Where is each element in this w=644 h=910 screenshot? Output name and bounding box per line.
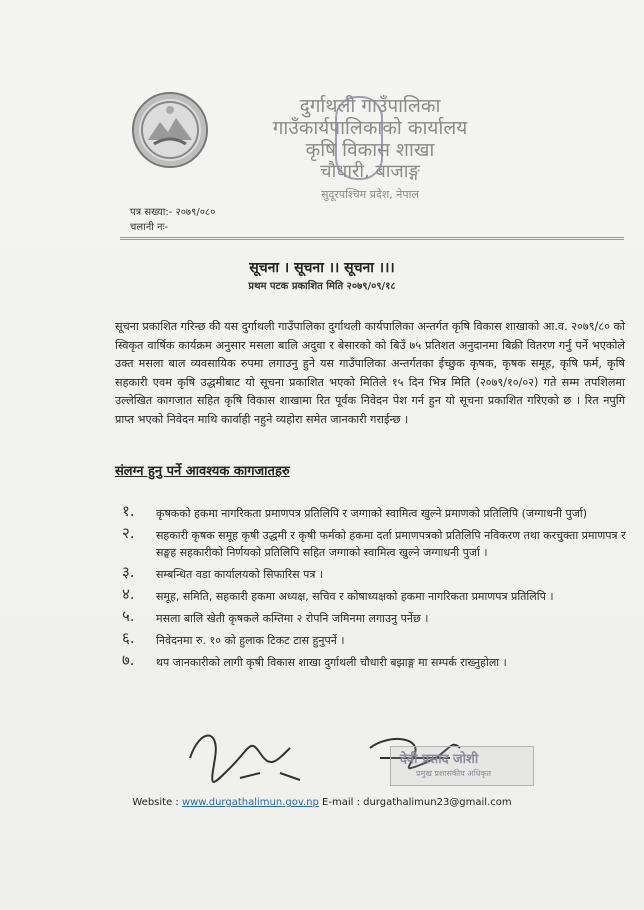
list-item — [122, 651, 627, 671]
list-item — [122, 607, 627, 627]
item-number: ४. — [122, 585, 135, 603]
item-text: कृषकको हकमा नागरिकता प्रमाणपत्र प्रतिलिपि र जग्गाको स्वामित्व खुल्ने प्रमाणको प्रतिलिपि (जग्गाधनी पुर्जा) — [156, 507, 587, 520]
letter-number: पत्र सख्या:- २०७९/०८० — [130, 207, 216, 218]
item-number: ५. — [122, 607, 135, 625]
notice-title: सूचना । सूचना ।। सूचना ।।। — [249, 260, 395, 276]
header-divider — [120, 237, 624, 240]
notice-body: सूचना प्रकाशित गरिन्छ की यस दुर्गाथली गाउँपालिका दुर्गाथली कार्यपालिका अन्तर्गत कृषि विकास शाखाको आ.व. २०७९/८० को स्विकृत वार्षिक कार्यक्रम अनुसार मसला बालि अदुवा र बेसारको को बिउँ ७५ प्रतिशत अनुदानमा बिक्री वितरण गर्नु पर्ने भएकोले उक्त मसला बाल व्यवसायिक रुपमा लगाउनु हुने यस गाउँपालिका अन्तर्गतका ईच्छुक कृषक, कृषक समूह, कृषि फर्म, कृषि सहकारी एवम कृषि उद्धमीबाट यो सूचना प्रकाशित भएको मितिले १५ दिन भित्र मिति (२०७९/१०/०२) गते सम्म तपशिलमा उल्लेखित कागजात सहित कृषि विकास शाखामा रित पूर्वक निवेदन पेश गर्न हुन यो सूचना प्रकाशित गरिएको छ । रित नपुगि प्राप्त भएको निवेदन माथि कार्वाही नहुने व्यहोरा समेत जानकारी गराईन्छ । — [115, 320, 625, 426]
item-number: २. — [122, 524, 135, 542]
officer-name: देवी प्रसाद जोशी — [400, 752, 479, 767]
item-number: १. — [122, 502, 135, 520]
department-name: कृषि विकास शाखा — [305, 139, 435, 161]
footer — [0, 797, 644, 808]
officer-role: प्रमुख प्रशासकीय अधिकृत — [416, 769, 492, 778]
website-link[interactable]: www.durgathalimun.gov.np — [181, 797, 319, 808]
item-number: ३. — [122, 563, 135, 581]
item-text: सहकारी कृषक समूह कृषी उद्धमी र कृषी फर्मको हकमा दर्ता प्रमाणपत्रको प्रतिलिपि नविकरण तथा करचुक्ता प्रमाणपत्र र सङ्घह सहकारीको निर्णयको प्रतिलिपि सहित जग्गाको स्वामित्व खुल्ने जग्गाधनी पुर्जा । — [156, 529, 626, 559]
signature-left — [190, 736, 300, 782]
item-number: ६. — [122, 629, 135, 647]
item-text: निवेदनमा रु. १० को हुलाक टिकट टास हुनुपर्ने । — [156, 634, 345, 647]
dispatch-number: चलानी नः- — [130, 222, 169, 233]
notice-publish-date: प्रथम पटक प्रकाशित मिति २०७९/०९/१८ — [248, 281, 396, 292]
item-text: सम्बन्धित वडा कार्यालयको सिफारिस पत्र । — [156, 568, 324, 581]
website-label: Website : — [132, 797, 182, 808]
location: चौधारी, बाजाङ्ग — [320, 161, 420, 182]
province: सुदूरपश्चिम प्रदेश, नेपाल — [321, 188, 419, 201]
nepal-government-emblem-icon — [132, 92, 208, 168]
requirements-list — [122, 502, 627, 676]
list-item — [122, 585, 627, 605]
list-item — [122, 563, 627, 583]
list-item — [122, 629, 627, 649]
item-text: मसला बालि खेती कृषकले कम्तिमा २ रोपनि जमिनमा लगाउनु पर्नेछ । — [156, 612, 429, 625]
municipality-name: दुर्गाथली गाउँपालिका — [299, 95, 441, 117]
reference-block — [130, 205, 215, 235]
emblem-graphic — [134, 94, 206, 166]
item-text: थप जानकारीको लागी कृषी विकास शाखा दुर्गाथली चौधारी बझाङ्ग मा सम्पर्क राख्नुहोला । — [156, 656, 507, 669]
requirements-heading: संलग्न हुनु पर्ने आवश्यक कागजातहरु — [115, 464, 290, 479]
email-address[interactable]: durgathalimun23@gmail.com — [363, 797, 512, 808]
item-text: समूह, समिति, सहकारी हकमा अध्यक्ष, सचिव र कोषाध्यक्षको हकमा नागरिकता प्रमाणपत्र प्रतिलिपि । — [156, 590, 554, 603]
list-item — [122, 502, 627, 522]
office-name: गाउँकार्यपालिकाको कार्यालय — [272, 117, 468, 139]
list-item — [122, 524, 627, 561]
email-label: E-mail : — [318, 797, 364, 808]
letterhead — [220, 96, 520, 203]
item-number: ७. — [122, 651, 135, 669]
